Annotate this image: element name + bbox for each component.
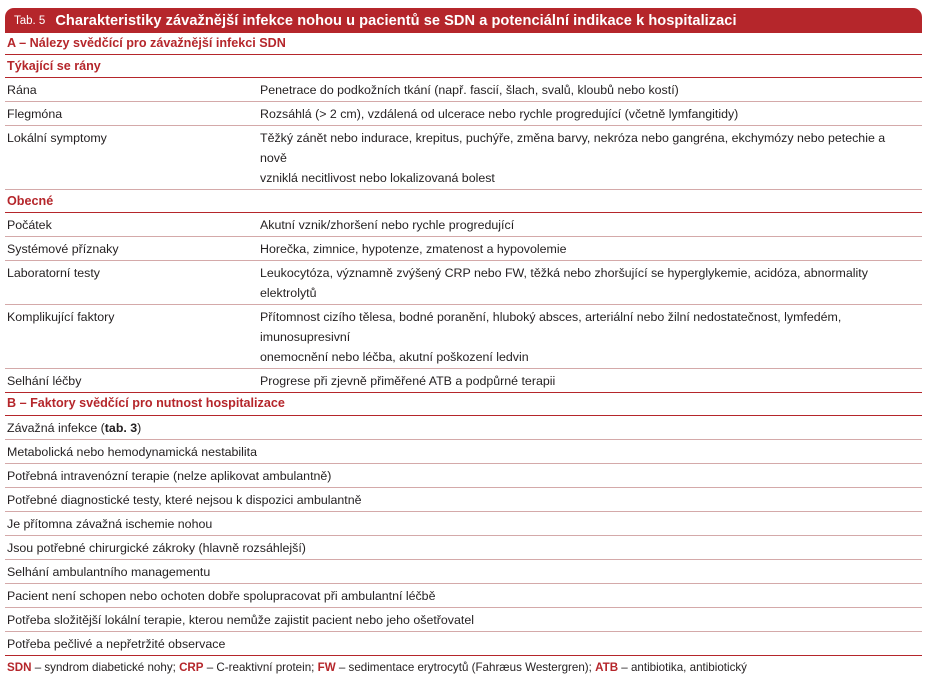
list-item: Pacient není schopen nebo ochoten dobře spolupracovat při ambulantní léčbě — [5, 584, 922, 608]
abbr: SDN — [7, 661, 32, 674]
list-item: Je přítomna závažná ischemie nohou — [5, 512, 922, 536]
row-label: Komplikující faktory — [7, 310, 115, 324]
table-row — [5, 305, 922, 369]
footnote — [5, 661, 922, 674]
list-item: Selhání ambulantního managementu — [5, 560, 922, 584]
row-label: Selhání léčby — [7, 374, 82, 388]
abbr: ATB — [595, 661, 619, 674]
row-value: Progrese při zjevně přiměřené ATB a podpůrné terapii — [260, 374, 556, 388]
table-row — [5, 237, 922, 261]
table-row — [5, 102, 922, 126]
section-b-heading: B – Faktory svědčící pro nutnost hospitalizace — [5, 393, 922, 416]
table-row — [5, 369, 922, 393]
list-item: Jsou potřebné chirurgické zákroky (hlavně rozsáhlejší) — [5, 536, 922, 560]
list-item-text-end: ) — [137, 421, 142, 435]
list-item: Metabolická nebo hemodynamická nestabilita — [5, 440, 922, 464]
row-value-line: Těžký zánět nebo indurace, krepitus, puchýře, změna barvy, nekróza nebo gangréna, ekchymózy nebo petechie a nově — [260, 131, 886, 165]
row-label: Flegmóna — [7, 107, 63, 121]
table-reference: tab. 3 — [104, 421, 138, 435]
row-value: Akutní vznik/zhoršení nebo rychle progredující — [260, 218, 515, 232]
list-item-text: Závažná infekce ( — [7, 421, 105, 435]
table-title: Charakteristiky závažnější infekce nohou u pacientů se SDN a potenciální indikace k hospitalizaci — [55, 12, 737, 29]
row-label: Počátek — [7, 218, 52, 232]
list-item — [5, 416, 922, 440]
subsection-wound-heading: Týkající se rány — [5, 55, 922, 78]
row-label: Lokální symptomy — [7, 131, 107, 145]
row-value — [260, 307, 922, 367]
table-row — [5, 78, 922, 102]
table-5 — [5, 8, 922, 674]
row-value: Leukocytóza, významně zvýšený CRP nebo FW, těžká nebo zhoršující se hyperglykemie, acidóza, abnormality elektrolytů — [260, 266, 868, 300]
abbr-desc: – syndrom diabetické nohy; — [31, 661, 180, 674]
table-title-bar — [5, 8, 922, 33]
row-value: Rozsáhlá (> 2 cm), vzdálená od ulcerace nebo rychle progredující (včetně lymfangitidy) — [260, 107, 739, 121]
section-a-heading: A – Nálezy svědčící pro závažnější infekci SDN — [5, 33, 922, 55]
abbr: FW — [317, 661, 336, 674]
abbr-desc: – antibiotika, antibiotický — [618, 661, 747, 674]
row-label: Laboratorní testy — [7, 266, 100, 280]
row-value-line: onemocnění nebo léčba, akutní poškození ledvin — [260, 350, 529, 364]
row-value: Horečka, zimnice, hypotenze, zmatenost a hypovolemie — [260, 242, 567, 256]
table-number: Tab. 5 — [14, 14, 46, 27]
row-label: Rána — [7, 83, 37, 97]
list-item: Potřeba pečlivé a nepřetržité observace — [5, 632, 922, 656]
row-value: Penetrace do podkožních tkání (např. fascií, šlach, svalů, kloubů nebo kostí) — [260, 83, 679, 97]
list-item: Potřebné diagnostické testy, které nejsou k dispozici ambulantně — [5, 488, 922, 512]
row-label: Systémové příznaky — [7, 242, 119, 256]
abbr-desc: – sedimentace erytrocytů (Fahræus Westergren); — [335, 661, 596, 674]
table-row — [5, 261, 922, 305]
abbr: CRP — [179, 661, 204, 674]
table-row — [5, 126, 922, 190]
subsection-general-heading: Obecné — [5, 190, 922, 213]
row-value-line: vzniklá necitlivost nebo lokalizovaná bolest — [260, 171, 495, 185]
row-value-line: Přítomnost cizího tělesa, bodné poranění, hluboký absces, arteriální nebo žilní nedostatečnost, lymfedém, imunosupresivní — [260, 310, 842, 344]
abbr-desc: – C-reaktivní protein; — [203, 661, 318, 674]
table-row — [5, 213, 922, 237]
list-item: Potřeba složitější lokální terapie, kterou nemůže zajistit pacient nebo jeho ošetřovatel — [5, 608, 922, 632]
row-value — [260, 128, 922, 188]
list-item: Potřebná intravenózní terapie (nelze aplikovat ambulantně) — [5, 464, 922, 488]
